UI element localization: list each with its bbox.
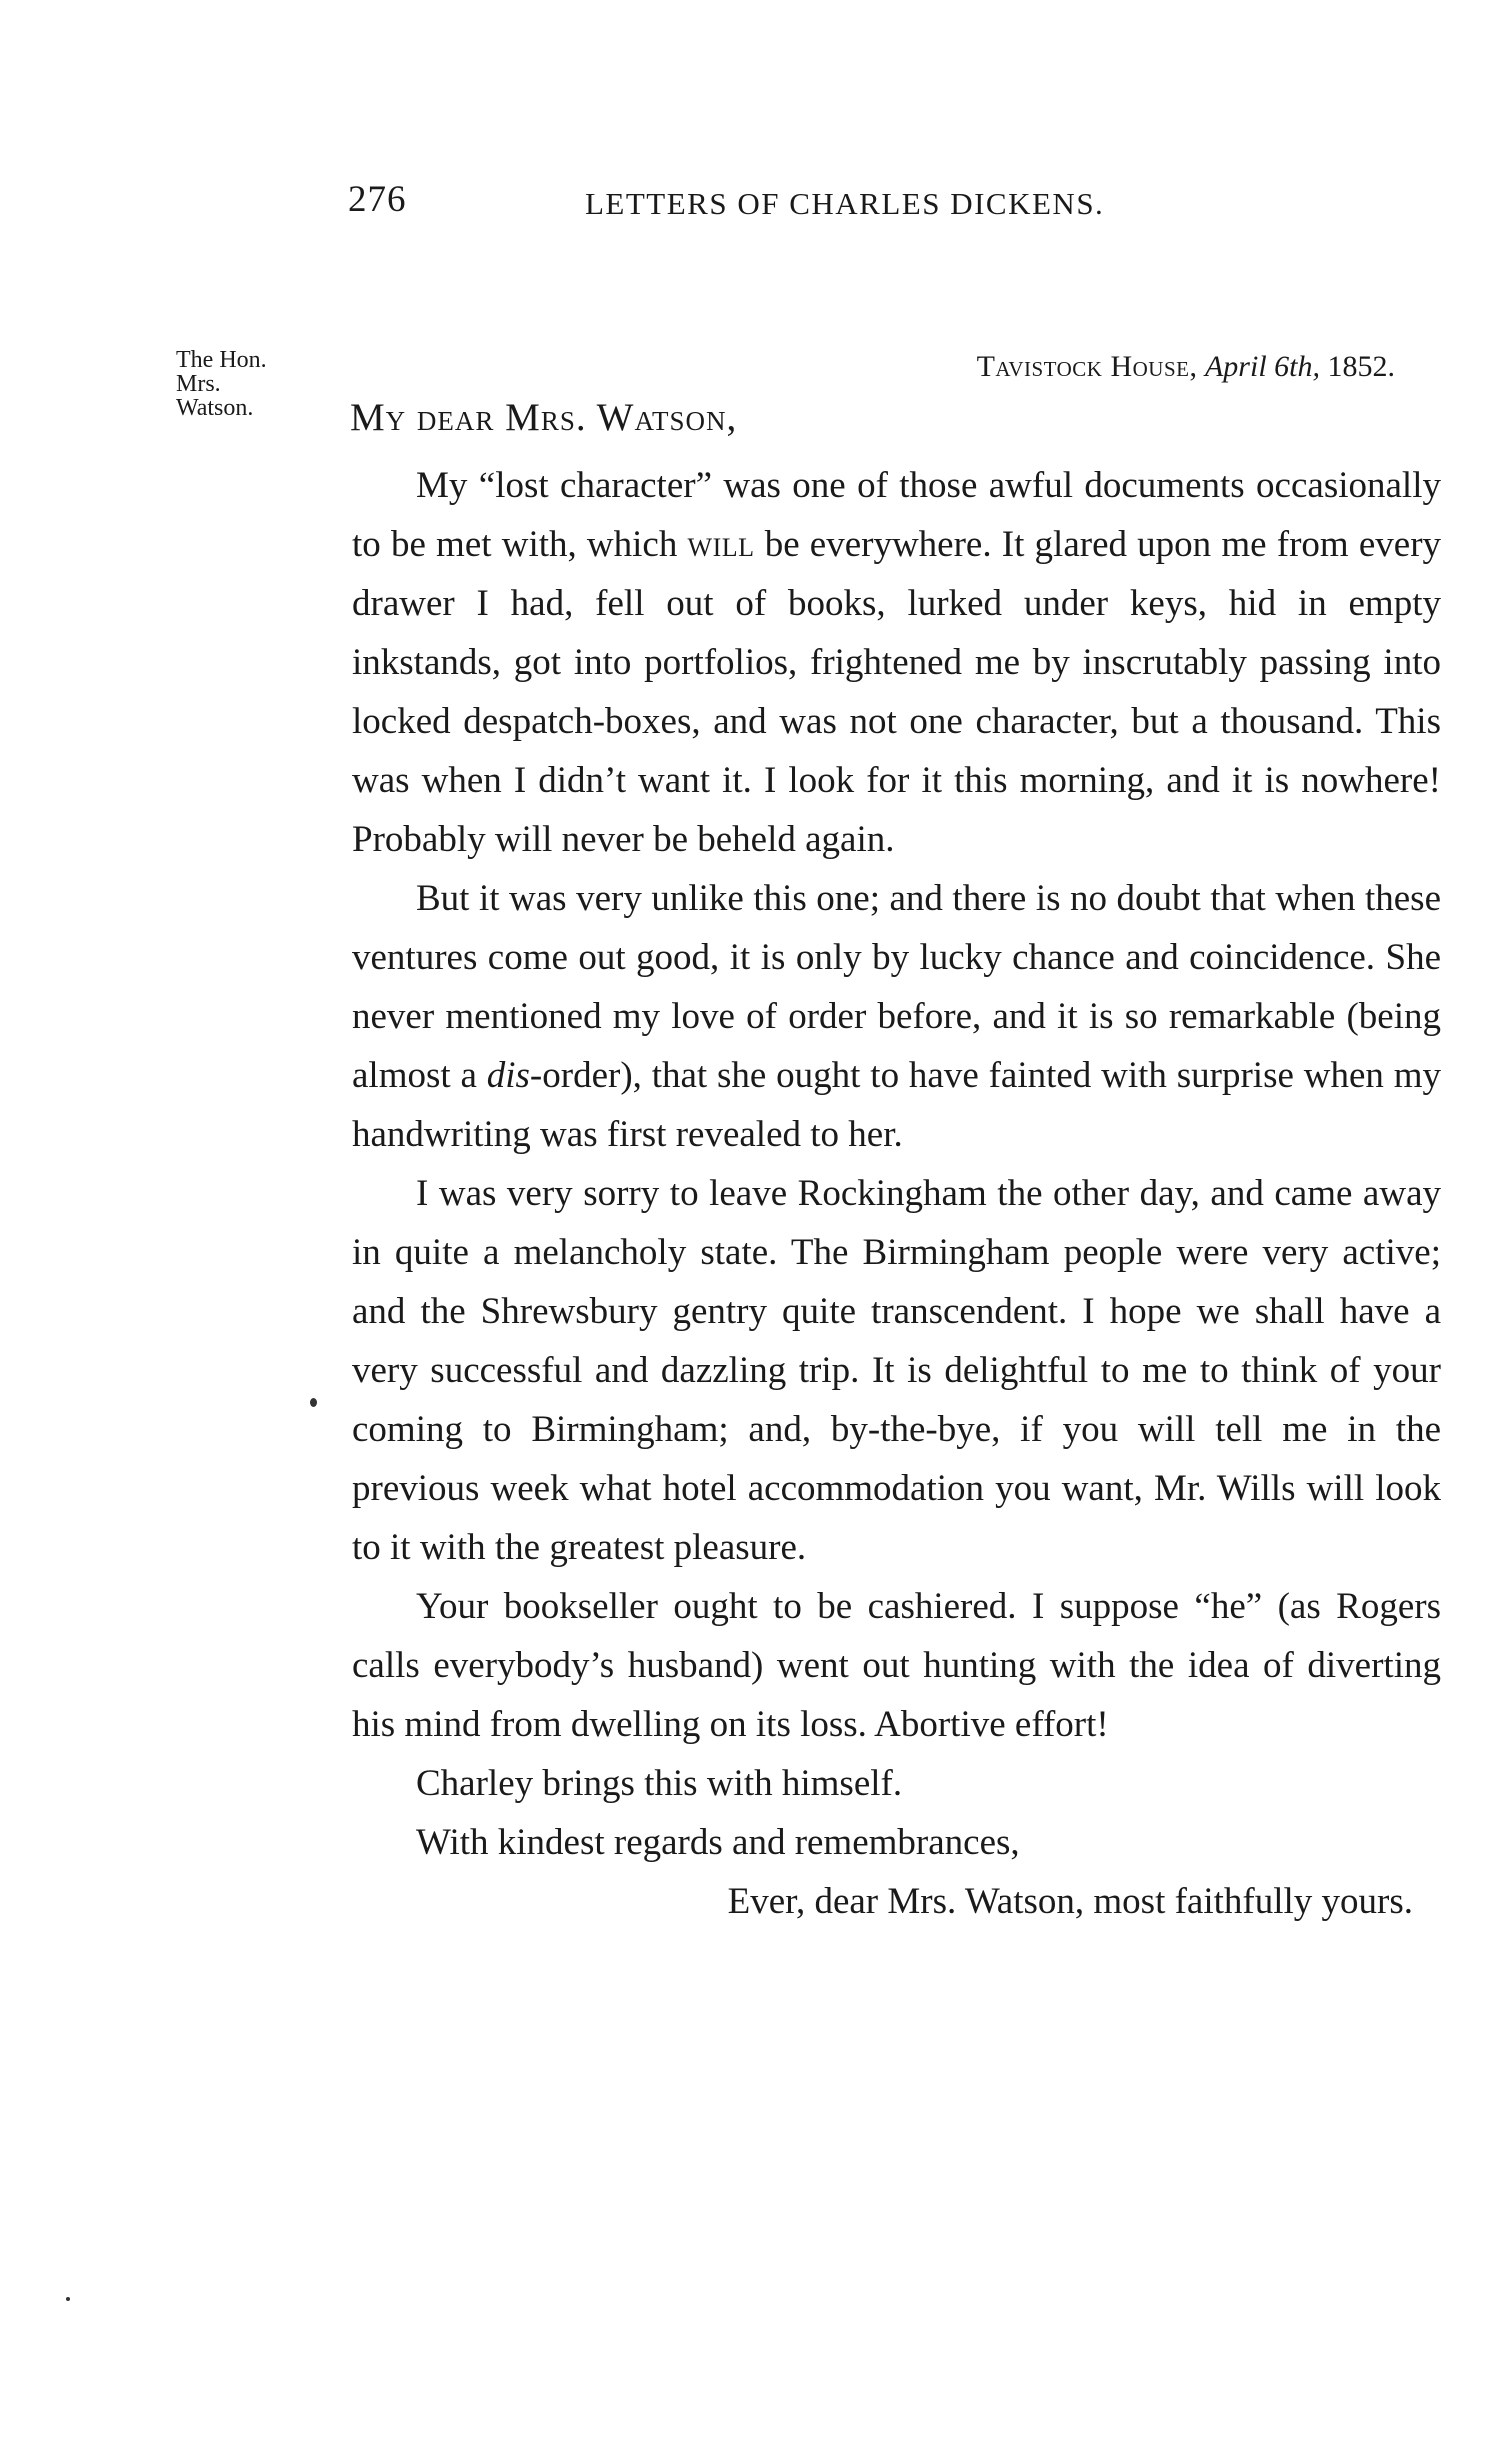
ink-speck-icon	[66, 2297, 70, 2301]
paragraph: With kindest regards and remembrances,	[416, 1822, 1020, 1863]
emphasis-text: dis-	[486, 1055, 543, 1096]
letter-salutation: My dear Mrs. Watson,	[350, 396, 738, 439]
paragraph-text: be everywhere. It glared upon me from every drawer I had, fell out of books, lurked under keys, hid in empty inkstands, got into portfolios, frightened me by inscrutably passing into locked despatch-boxes, and was not one character, but a thousand. This was when I didn’t want it. I look for it this morning, and it is nowhere! Probably will never be beheld again.	[352, 524, 1442, 860]
ink-speck-icon	[310, 1398, 317, 1407]
paragraph-text: But it was very unlike this one; and there is no doubt that when these ventures come out good, it is only by lucky chance and coincidence. She never mentioned my love of order before, and it is so remarkable (being almost a	[352, 878, 1441, 1096]
letter-closing: Ever, dear Mrs. Watson, most faithfully yours.	[727, 1881, 1413, 1922]
dateline-date: April 6th,	[1204, 350, 1320, 383]
dateline-place: Tavistock House,	[976, 350, 1198, 383]
sidenote-line: The Hon.	[176, 347, 267, 373]
paragraph	[352, 869, 1441, 1164]
paragraph-text: My “lost character” was one of those awful documents occasionally to be met with, which	[352, 465, 1441, 565]
letter-body	[352, 456, 1441, 1931]
paragraph: Your bookseller ought to be cashiered. I suppose “he” (as Rogers calls everybody’s husband) went out hunting with the idea of diverting his mind from dwelling on its loss. Abortive effort!	[352, 1586, 1441, 1745]
paragraph: Charley brings this with himself.	[416, 1763, 903, 1804]
sidenote-line: Watson.	[176, 395, 254, 421]
page-header	[0, 178, 1493, 238]
emphasis-text: will	[687, 524, 755, 565]
dateline-year: 1852.	[1327, 350, 1395, 383]
letter-dateline	[977, 350, 1395, 384]
paragraph	[352, 456, 1441, 869]
paragraph-text: order), that she ought to have fainted with surprise when my handwriting was first revealed to her.	[352, 1055, 1441, 1155]
sidenote-line: Mrs.	[176, 371, 221, 397]
page-number: 276	[348, 179, 407, 220]
margin-sidenote	[176, 348, 267, 420]
paragraph: I was very sorry to leave Rockingham the other day, and came away in quite a melancholy state. The Birmingham people were very active; and the Shrewsbury gentry quite transcendent. I hope we shall have a very successful and dazzling trip. It is delightful to me to think of your coming to Birmingham; and, by-the-bye, if you will tell me in the previous week what hotel accommodation you want, Mr. Wills will look to it with the greatest pleasure.	[352, 1173, 1441, 1568]
running-title: LETTERS OF CHARLES DICKENS.	[585, 186, 1105, 221]
